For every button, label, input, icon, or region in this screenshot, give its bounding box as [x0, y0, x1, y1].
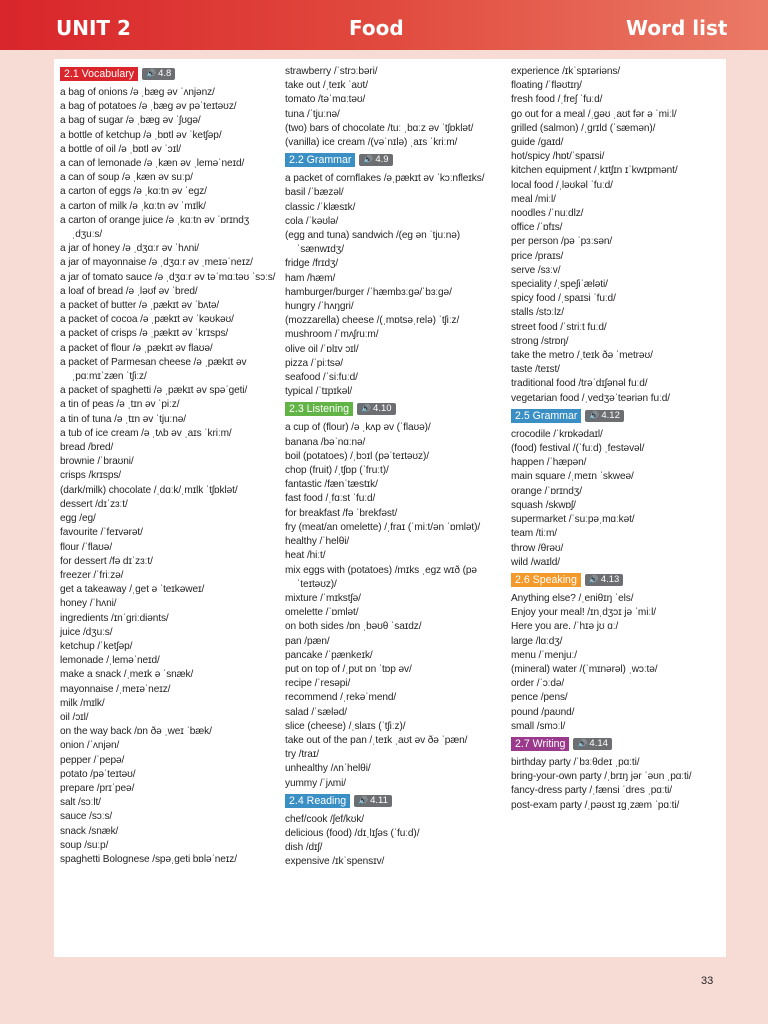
word-entry: soup /suːp/: [60, 839, 109, 851]
word-entry: mayonnaise /ˌmeɪəˈneɪz/: [60, 683, 171, 695]
word-entry: tuna /ˈtjuːnə/: [285, 108, 340, 120]
speaker-icon: 🔊: [589, 410, 600, 420]
word-entry: a carton of orange juice /ə ˌkɑːtn əv ˈɒrɪndʒ ˌdʒuːs/: [60, 214, 250, 241]
word-entry: kitchen equipment /ˌkɪtʃɪn ɪˈkwɪpmənt/: [511, 165, 678, 177]
word-entry: classic /ˈklæsɪk/: [285, 201, 356, 213]
word-entry: a loaf of bread /ə ˌləʊf əv ˈbred/: [60, 285, 198, 297]
word-entry: stalls /stɔːlz/: [511, 307, 564, 319]
audio-track-number: 4.10: [373, 403, 392, 415]
word-entry: sauce /sɔːs/: [60, 811, 113, 823]
word-entry: snack /snæk/: [60, 825, 119, 837]
word-entry: hamburger/burger /ˈhæmbɜːgə/ˈbɜːgə/: [285, 286, 452, 298]
word-entry: office /ˈɒfɪs/: [511, 222, 563, 234]
word-entry: cola /ˈkəʊlə/: [285, 215, 339, 227]
word-list-title: Word list: [626, 16, 728, 40]
section-title: 2.1 Vocabulary: [60, 67, 138, 81]
audio-track-button[interactable]: [585, 574, 623, 586]
word-entry: a bag of onions /ə ˌbæg əv ˈʌnjənz/: [60, 87, 215, 98]
word-entry: omelette /ˈɒmlət/: [285, 607, 359, 619]
word-entry: banana /bəˈnɑːnə/: [285, 436, 366, 448]
audio-track-number: 4.9: [375, 154, 389, 166]
word-entry: pence /pens/: [511, 692, 568, 704]
word-entry: milk /mɪlk/: [60, 697, 105, 709]
word-entry: hot/spicy /hɒt/ˈspaɪsi/: [511, 151, 605, 163]
speaker-icon: 🔊: [588, 574, 599, 584]
word-entry: a packet of flour /ə ˌpækɪt əv flaʊə/: [60, 342, 213, 354]
word-entry: menu /ˈmenjuː/: [511, 649, 577, 661]
word-entry: for dessert /fə dɪˈzɜːt/: [60, 555, 153, 567]
speaker-icon: 🔊: [146, 69, 157, 78]
word-entry: bread /bred/: [60, 442, 114, 454]
audio-track-button[interactable]: [585, 410, 623, 422]
word-entry: a packet of spaghetti /ə ˌpækɪt əv spəˈgeti/: [60, 385, 248, 397]
unit-topic: Food: [349, 16, 404, 40]
word-entry: hungry /ˈhʌŋgri/: [285, 301, 354, 313]
section-title: 2.3 Listening: [285, 402, 353, 416]
word-entry: (food) festival /(ˈfuːd) ˌfestəvəl/: [511, 443, 645, 455]
word-entry: a packet of cocoa /ə ˌpækɪt əv ˈkəʊkəʊ/: [60, 314, 234, 326]
section-title: 2.7 Writing: [511, 737, 569, 751]
word-entry: a carton of eggs /ə ˌkɑːtn əv ˈegz/: [60, 186, 207, 198]
word-entry: unhealthy /ʌnˈhelθi/: [285, 763, 371, 775]
word-entry: team /tiːm/: [511, 528, 558, 540]
entries-reading-cont: [511, 65, 723, 406]
word-entry: onion /ˈʌnjən/: [60, 740, 120, 752]
word-entry: a tin of peas /ə ˌtɪn əv ˈpiːz/: [60, 399, 180, 411]
word-entry: a jar of tomato sauce /ə ˌdʒɑːr əv təˈmɑːtəʊ ˈsɔːs/: [60, 271, 276, 283]
word-entry: fast food /ˌfɑːst ˈfuːd/: [285, 493, 376, 505]
column-3: [511, 65, 723, 813]
word-entry: yummy /ˈjʌmi/: [285, 777, 346, 789]
section-header-listening: [285, 402, 503, 416]
word-entry: birthday party /ˈbɜːθdeɪ ˌpɑːti/: [511, 756, 640, 768]
word-entry: recommend /ˌrekəˈmend/: [285, 692, 397, 704]
word-entry: prepare /prɪˈpeə/: [60, 782, 135, 794]
word-entry: put on top of /ˌpʊt ɒn ˈtɒp əv/: [285, 663, 412, 675]
audio-track-number: 4.12: [601, 409, 620, 421]
speaker-icon: 🔊: [577, 738, 588, 748]
word-entry: strawberry /ˈstrɔːbəri/: [285, 66, 378, 77]
word-entry: olive oil /ˈɒlɪv ɔɪl/: [285, 343, 359, 355]
word-entry: serve /sɜːv/: [511, 264, 561, 276]
word-entry: grilled (salmon) /ˌgrɪld (ˈsæmən)/: [511, 122, 656, 134]
word-entry: egg /eg/: [60, 513, 96, 525]
word-entry: get a takeaway /ˌget ə ˈteɪkəweɪ/: [60, 584, 205, 596]
word-entry: bring-your-own party /ˌbrɪŋ jər ˈəʊn ˌpɑːti/: [511, 771, 692, 783]
entries-listening: [285, 421, 503, 790]
entries-vocabulary-cont: [285, 65, 503, 150]
entries-vocabulary: [60, 86, 276, 867]
word-entry: potato /pəˈteɪtəʊ/: [60, 768, 136, 780]
word-entry: meal /miːl/: [511, 193, 556, 205]
word-entry: a jar of honey /ə ˌdʒɑːr əv ˈhʌni/: [60, 243, 199, 255]
word-entry: a packet of crisps /ə ˌpækɪt əv ˈkrɪsps/: [60, 328, 229, 340]
word-entry: local food /ˌləʊkəl ˈfuːd/: [511, 179, 613, 191]
word-entry: order /ˈɔːdə/: [511, 678, 565, 690]
word-entry: a tub of ice cream /ə ˌtʌb əv ˌaɪs ˈkriːm/: [60, 427, 232, 439]
word-entry: honey /ˈhʌni/: [60, 598, 117, 610]
audio-track-button[interactable]: [357, 403, 395, 415]
section-title: 2.2 Grammar: [285, 153, 355, 167]
speaker-icon: 🔊: [361, 404, 372, 414]
word-entry: Here you are. /ˈhɪə jʊ ɑː/: [511, 621, 619, 633]
word-entry: main square /ˌmeɪn ˈskweə/: [511, 471, 634, 483]
word-entry: street food /ˈstriːt fuːd/: [511, 321, 607, 333]
entries-reading: [285, 813, 503, 870]
word-entry: strong /strɒŋ/: [511, 335, 569, 347]
word-entry: (mozzarella) cheese /(ˌmɒtsəˌrelə) ˈtʃiːz/: [285, 315, 460, 327]
word-entry: mushroom /ˈmʌʃruːm/: [285, 329, 379, 341]
word-entry: mix eggs with (potatoes) /mɪks ˌegz wɪð (pəˈteɪtəʊz)/: [285, 564, 477, 590]
word-entry: boil (potatoes) /ˌbɔɪl (pəˈteɪtəʊz)/: [285, 450, 429, 462]
word-entry: a jar of mayonnaise /ə ˌdʒɑːr əv ˌmeɪəˈneɪz/: [60, 257, 253, 269]
word-entry: fry (meat/an omelette) /ˌfraɪ (ˈmiːt/ən ˈɒmlət)/: [285, 521, 481, 533]
audio-track-number: 4.14: [589, 737, 608, 749]
word-entry: spaghetti Bolognese /spəˌgeti bɒləˈneɪz/: [60, 853, 237, 865]
audio-track-number: 4.8: [158, 68, 172, 79]
word-entry: take out of the pan /ˌteɪk ˌaʊt əv ðə ˈpæn/: [285, 734, 468, 746]
word-entry: a can of soup /ə ˌkæn əv suːp/: [60, 172, 193, 184]
word-entry: floating /ˈfləʊtɪŋ/: [511, 80, 582, 92]
word-entry: supermarket /ˈsuːpəˌmɑːkət/: [511, 514, 635, 526]
word-entry: mixture /ˈmɪkstʃə/: [285, 592, 361, 604]
word-entry: price /praɪs/: [511, 250, 564, 262]
word-entry: salt /sɔːlt/: [60, 797, 101, 809]
word-entry: Enjoy your meal! /ɪnˌdʒɔɪ jə ˈmiːl/: [511, 607, 656, 619]
section-header-writing: [511, 737, 723, 751]
word-entry: seafood /ˈsiːfuːd/: [285, 372, 358, 384]
word-entry: expensive /ɪkˈspensɪv/: [285, 856, 385, 868]
word-entry: spicy food /ˌspaɪsi ˈfuːd/: [511, 293, 616, 305]
word-entry: chef/cook /ʃef/kʊk/: [285, 813, 365, 825]
section-header-reading: [285, 794, 503, 808]
unit-label: UNIT 2: [56, 16, 131, 40]
word-entry: a cup of (flour) /ə ˌkʌp əv (ˈflaʊə)/: [285, 422, 431, 434]
word-entry: large /lɑːdʒ/: [511, 635, 563, 647]
word-entry: Anything else? /ˌeniθɪŋ ˈels/: [511, 592, 634, 604]
entries-grammar-2-5: [511, 428, 723, 570]
word-entry: pound /paʊnd/: [511, 706, 575, 718]
word-entry: a bottle of ketchup /ə ˌbɒtl əv ˈketʃəp/: [60, 129, 222, 141]
word-entry: tomato /təˈmɑːtəʊ/: [285, 94, 366, 106]
word-entry: a bottle of oil /ə ˌbɒtl əv ˈɔɪl/: [60, 143, 181, 155]
word-entry: experience /ɪkˈspɪəriəns/: [511, 66, 621, 77]
word-entry: ketchup /ˈketʃəp/: [60, 640, 133, 652]
word-entry: small /smɔːl/: [511, 720, 566, 732]
word-entry: oil /ɔɪl/: [60, 711, 89, 723]
section-header-vocabulary: [60, 67, 276, 81]
word-entry: post-exam party /ˌpəʊst ɪgˌzæm ˈpɑːti/: [511, 799, 680, 811]
word-entry: a tin of tuna /ə ˌtɪn əv ˈtjuːnə/: [60, 413, 186, 425]
word-entry: dish /dɪʃ/: [285, 842, 323, 854]
word-entry: a packet of cornflakes /əˌpækɪt əv ˈkɔːnfleɪks/: [285, 173, 485, 185]
word-entry: pepper /ˈpepə/: [60, 754, 125, 766]
section-title: 2.4 Reading: [285, 794, 350, 808]
section-title: 2.6 Speaking: [511, 573, 581, 587]
word-entry: chop (fruit) /ˌtʃɒp (ˈfruːt)/: [285, 465, 389, 477]
word-entry: traditional food /trəˈdɪʃənəl fuːd/: [511, 378, 648, 390]
entries-speaking: [511, 592, 723, 734]
word-entry: freezer /ˈfriːzə/: [60, 569, 124, 581]
word-entry: (vanilla) ice cream /(vəˈnɪlə) ˌaɪs ˈkriːm/: [285, 137, 458, 149]
word-entry: a bag of potatoes /ə ˌbæg əv pəˈteɪtəʊz/: [60, 101, 237, 113]
audio-track-number: 4.11: [370, 794, 388, 806]
word-entry: brownie /ˈbraʊni/: [60, 456, 134, 468]
entries-writing: [511, 756, 723, 813]
word-entry: (two) bars of chocolate /tuː ˌbɑːz əv ˈtʃɒklət/: [285, 122, 474, 134]
speaker-icon: 🔊: [363, 155, 374, 165]
page-header: [0, 0, 768, 50]
word-entry: pancake /ˈpænkeɪk/: [285, 649, 373, 661]
word-entry: throw /θrəʊ/: [511, 542, 564, 554]
word-entry: heat /hiːt/: [285, 550, 326, 562]
word-entry: basil /ˈbæzəl/: [285, 187, 344, 199]
word-entry: vegetarian food /ˌvedʒəˈteəriən fuːd/: [511, 392, 670, 404]
word-entry: fancy-dress party /ˌfænsi ˈdres ˌpɑːti/: [511, 785, 673, 797]
word-entry: ingredients /ɪnˈgriːdiənts/: [60, 612, 169, 624]
word-entry: recipe /ˈresəpi/: [285, 678, 351, 690]
word-entry: a packet of butter /ə ˌpækɪt əv ˈbʌtə/: [60, 300, 220, 312]
word-entry: (egg and tuna) sandwich /(eg ən ˈtjuːnə) ˈsænwɪdʒ/: [285, 230, 460, 256]
word-entry: take the metro /ˌteɪk ðə ˈmetrəʊ/: [511, 350, 653, 362]
word-entry: a carton of milk /ə ˌkɑːtn əv ˈmɪlk/: [60, 200, 206, 212]
word-entry: on both sides /ɒn ˌbəʊθ ˈsaɪdz/: [285, 621, 422, 633]
section-header-speaking: [511, 573, 723, 587]
word-entry: ham /hæm/: [285, 272, 336, 284]
word-entry: (dark/milk) chocolate /ˌdɑːk/ˌmɪlk ˈtʃɒklət/: [60, 484, 238, 496]
audio-track-button[interactable]: [573, 738, 611, 750]
word-entry: go out for a meal /ˌgəʊ ˌaʊt fər ə ˈmiːl/: [511, 108, 677, 120]
entries-grammar-2-2: [285, 172, 503, 399]
word-entry: squash /skwɒʃ/: [511, 499, 576, 511]
section-title: 2.5 Grammar: [511, 409, 581, 423]
word-entry: per person /pə ˈpɜːsən/: [511, 236, 613, 248]
word-entry: slice (cheese) /ˌslaɪs (ˈtʃiːz)/: [285, 720, 406, 732]
section-header-grammar-2-5: [511, 409, 723, 423]
word-entry: noodles /ˈnuːdlz/: [511, 208, 584, 220]
word-entry: favourite /ˈfeɪvərət/: [60, 527, 143, 539]
word-entry: a packet of Parmesan cheese /ə ˌpækɪt əv ˌpɑːmɪˈzæn ˈtʃiːz/: [60, 356, 247, 383]
word-entry: make a snack /ˌmeɪk ə ˈsnæk/: [60, 669, 194, 681]
audio-track-number: 4.13: [600, 573, 620, 585]
word-entry: taste /teɪst/: [511, 364, 560, 376]
word-entry: crocodile /ˈkrɒkədaɪl/: [511, 428, 603, 440]
word-entry: try /traɪ/: [285, 749, 319, 761]
word-entry: dessert /dɪˈzɜːt/: [60, 498, 128, 510]
column-2: [285, 65, 503, 870]
word-entry: take out /ˌteɪk ˈaʊt/: [285, 80, 368, 92]
word-entry: juice /dʒuːs/: [60, 626, 113, 638]
word-entry: healthy /ˈhelθi/: [285, 536, 350, 548]
word-entry: guide /gaɪd/: [511, 137, 564, 149]
word-entry: fantastic /fænˈtæstɪk/: [285, 479, 378, 491]
column-1: [60, 65, 276, 867]
word-entry: delicious (food) /dɪˌlɪʃəs (ˈfuːd)/: [285, 827, 420, 839]
word-entry: fridge /frɪdʒ/: [285, 258, 339, 270]
word-entry: speciality /ˌspeʃiˈæləti/: [511, 279, 608, 291]
section-header-grammar-2-2: [285, 153, 503, 167]
word-entry: flour /ˈflaʊə/: [60, 541, 113, 553]
word-entry: a bag of sugar /ə ˌbæg əv ˈʃʊgə/: [60, 115, 201, 127]
word-entry: typical /ˈtɪpɪkəl/: [285, 386, 353, 398]
word-entry: fresh food /ˌfreʃ ˈfuːd/: [511, 94, 603, 106]
word-entry: salad /ˈsæləd/: [285, 706, 347, 718]
word-entry: a can of lemonade /ə ˌkæn əv ˌleməˈneɪd/: [60, 158, 245, 170]
word-list-panel: [54, 59, 726, 957]
word-entry: pizza /ˈpiːtsə/: [285, 357, 343, 369]
word-entry: orange /ˈɒrɪndʒ/: [511, 485, 582, 497]
word-entry: for breakfast /fə ˈbrekfəst/: [285, 507, 398, 519]
audio-track-button[interactable]: [354, 795, 392, 807]
word-entry: pan /pæn/: [285, 635, 330, 647]
word-entry: lemonade /ˌleməˈneɪd/: [60, 655, 160, 667]
word-entry: happen /ˈhæpən/: [511, 457, 587, 469]
audio-track-button[interactable]: [359, 154, 392, 166]
word-entry: (mineral) water /(ˈmɪnərəl) ˌwɔːtə/: [511, 663, 658, 675]
audio-track-button[interactable]: [142, 68, 175, 80]
page-number: 33: [701, 975, 714, 987]
word-entry: on the way back /ɒn ðə ˌweɪ ˈbæk/: [60, 726, 212, 738]
word-entry: wild /waɪld/: [511, 556, 560, 568]
word-entry: crisps /krɪsps/: [60, 470, 121, 482]
speaker-icon: 🔊: [358, 795, 369, 805]
